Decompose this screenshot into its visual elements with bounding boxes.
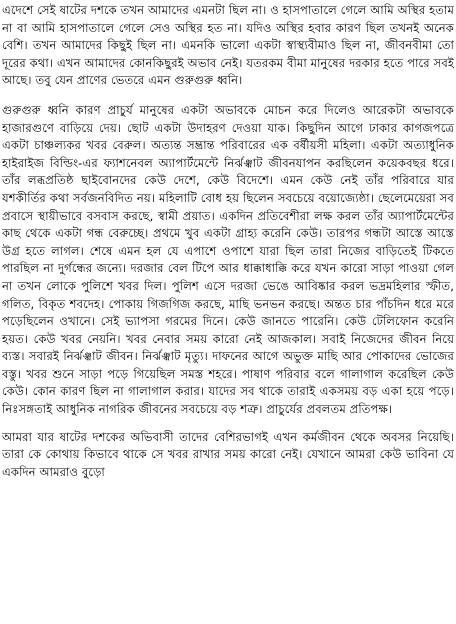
paragraph-gap xyxy=(2,90,454,102)
paragraph-2: গুরুগুরু ধ্বনি কারণ প্রাচুর্য মানুষের একটা অভাবকে মোচন করে দিলেও আরেকটা অভাবকে হাজারগুণে বাড়িয়ে দেয়। ছোট একটা উদাহরণ দেওয়া যাক। কিছুদিন আগে ঢাকার কাগজপত্রে একটা চাঞ্চল্যকর খবর বেরুল। অত্যন্ত সম্ভ্রান্ত পরিবারের এক বর্ষীয়সী মহিলা। একটা অত্যাধুনিক হাইরাইজ বিল্ডিং-এর ফ্যাশনেবল অ্যাপার্টমেন্টে নির্ঝঞ্ঝাট জীবনযাপন করছিলেন কয়েকবছর ধরে। তাঁর লব্ধপ্রতিষ্ঠ ছাইবোনদের কেউ দেশে, কেউ বিদেশে। এমন কেউ নেই তাঁর পরিবারে যার যশকীর্তির কথা সর্বজনবিদিত নয়। মহিলাটি বোধ হয় ছিলেন সবচেয়ে বয়োজ্যেষ্ঠা। ছেলেমেয়েরা সব প্রবাসে স্থায়ীভাবে বসবাস করছে, স্বামী প্রয়াত। একদিন প্রতিবেশীরা লক্ষ করল তাঁর অ্যাপার্টমেন্টের কাছ থেকে একটা গন্ধ বেরুচ্ছে। প্রথমে খুব একটা গ্রাহ্য করেনি কেউ। তারপর গন্ধটা আস্তে আস্তে উগ্র হতে লাগল। শেষে এমন হল যে এপাশে ওপাশে যারা ছিল তারা নিজের বাড়িতেই টিকতে পারছিল না দুর্গন্ধের জন্যে। দরজার বেল টিপে আর ধাক্কাধাক্কি করে যখন কারো সাড়া পাওয়া গেল না তখন লোকে পুলিশে খবর দিল। পুলিশ এসে দরজা ভেঙে আবিষ্কার করল ভদ্রমহিলার স্ফীত, গলিত, বিকৃত শবদেহ। পোকায় গিজগিজ করছে, মাছি ভনভন করছে। অন্তত চার পাঁচদিন ধরে মরে পড়েছিলেন ওখানে। সেই ভ্যাপসা গরমের দিনে। কেউ জানতে পারেনি। কেউ টেলিফোন করেনি হয়ত। কেউ খবর নেয়নি। খবর নেবার সময় কারো নেই আজকাল। সবাই নিজেদের জীবন নিয়ে ব্যস্ত। সবারই নির্ঝঞ্ঝাট জীবন। নির্ঝঞ্ঝাট মৃত্যু। দাফনের আগে অভুক্ত মাছি আর পোকাদের ভোজের বস্তু। খবর শুনে সাড়া পড়ে গিয়েছিল সমস্ত শহরে। পাষাণ পরিবার বলে গালাগাল করেছিল কেউ কেউ। কোন কারণ ছিল না গালাগাল করার। যাদের সব থাকে তারাই একসময় বড় একা হয়ে পড়ে। নিঃসঙ্গতাই আধুনিক নাগরিক জীবনের সবচেয়ে বড় শত্রু। প্রাচুর্যের প্রবলতম প্রতিপক্ষ। xyxy=(2,102,454,417)
document-page xyxy=(2,2,454,622)
paragraph-3: আমরা যার ষাটের দশকের অভিবাসী তাদের বেশিরভাগই এখন কর্মজীবন থেকে অবসর নিয়েছি। তারা কে কোথায় কিভাবে থাকে সে খবর রাখার সময় কারো নেই। যেখানে আমরা কেউ ভাবিনা যে একদিন আমরাও বুড়ো xyxy=(2,429,454,479)
paragraph-1: এদেশে সেই ষাটের দশকে তখন আমাদের এমনটা ছিল না। ও হাসপাতালে গেলে আমি অস্থির হতাম না বা আমি হাসপাতালে গেলে সেও অস্থির হত না। যদিও অস্থির হবার কারণ ছিল তখনই অনেক বেশি। তখন আমাদের কিছুই ছিল না। এমনকি ভালো একটা স্বাস্থ্যবীমাও ছিল না, জীবনবীমা তো দূরের কথা। এখন আমাদের কোনকিছুরই অভাব নেই। যতরকম বীমা মানুষের দরকার হতে পারে সবই আছে। তবু যেন প্রাণের ভেতরে এমন গুরুগুরু ধ্বনি। xyxy=(2,3,454,88)
paragraph-gap xyxy=(2,419,454,429)
